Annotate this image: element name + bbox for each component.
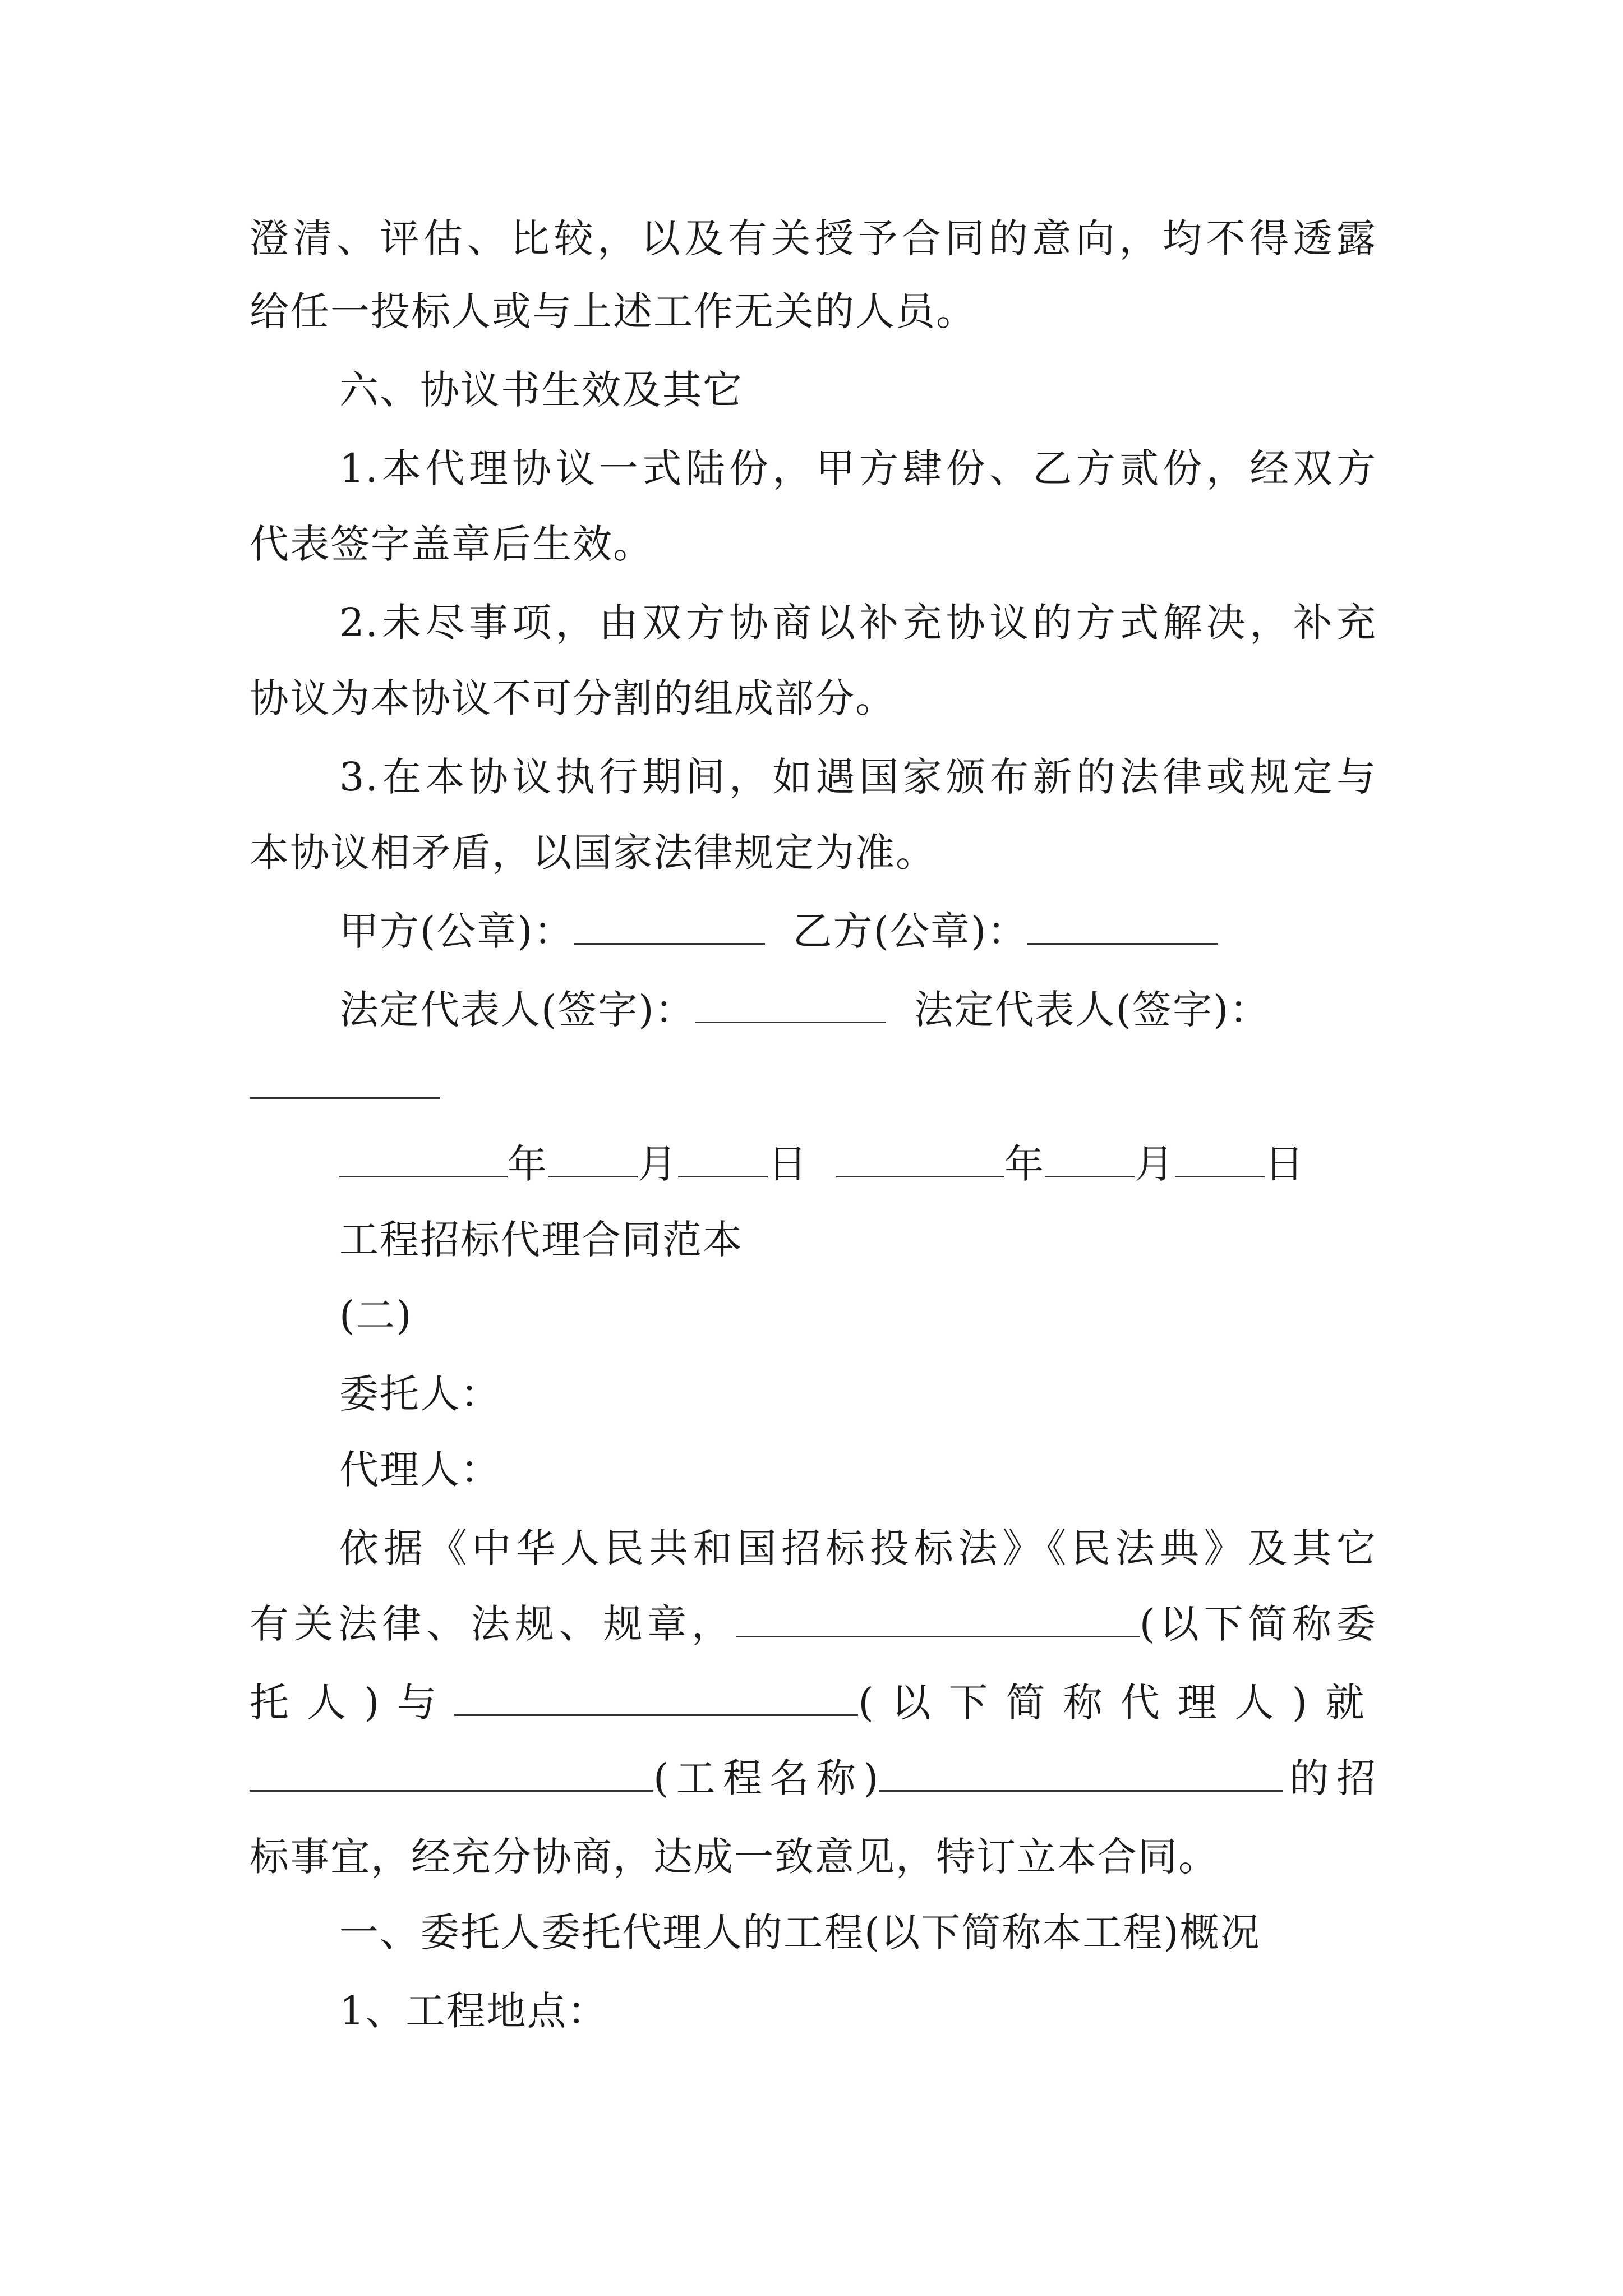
- legal-rep-b-blank[interactable]: [250, 1062, 440, 1099]
- date-a-year-label: 年: [508, 1141, 548, 1187]
- legal-rep-line: [339, 984, 1270, 1035]
- text-line: [250, 1753, 1377, 1803]
- party-b-seal-label: 乙方(公章)：: [792, 908, 1028, 954]
- text-line: 2.未尽事项，由双方协商以补充协议的方式解决，补充: [339, 600, 1377, 646]
- date-b-year-label: 年: [1004, 1141, 1045, 1187]
- agent-label: 代理人：: [339, 1447, 501, 1493]
- text-line: 本协议相矛盾，以国家法律规定为准。: [250, 830, 936, 876]
- date-b-year-blank[interactable]: [836, 1141, 1004, 1177]
- text-line: 3.在本协议执行期间，如遇国家颁布新的法律或规定与: [339, 754, 1377, 800]
- section-heading: 一、委托人委托代理人的工程(以下简称本工程)概况: [339, 1910, 1261, 1955]
- date-a-month-label: 月: [638, 1141, 678, 1187]
- text-line: 1.本代理协议一式陆份，甲方肆份、乙方贰份，经双方: [339, 445, 1377, 491]
- date-a-day-label: 日: [768, 1141, 808, 1187]
- section-heading: 六、协议书生效及其它: [339, 367, 743, 413]
- date-b-day-label: 日: [1265, 1141, 1305, 1187]
- party-a-seal-label: 甲方(公章)：: [339, 908, 574, 954]
- date-line: [339, 1139, 1305, 1189]
- text-line: 澄清、评估、比较，以及有关授予合同的意向，均不得透露: [250, 215, 1377, 261]
- date-b-month-label: 月: [1135, 1141, 1175, 1187]
- text-line: [250, 1599, 1377, 1649]
- date-b-day-blank[interactable]: [1175, 1141, 1265, 1177]
- date-a-year-blank[interactable]: [339, 1141, 508, 1177]
- text-segment: 有关法律、法规、规章，: [250, 1601, 736, 1647]
- text-line: 标事宜，经充分协商，达成一致意见，特订立本合同。: [250, 1834, 1219, 1880]
- subsection-label: 1、工程地点：: [339, 1988, 608, 2034]
- agent-name-blank[interactable]: [454, 1680, 858, 1716]
- date-a-day-blank[interactable]: [678, 1141, 768, 1177]
- date-b-month-blank[interactable]: [1045, 1141, 1135, 1177]
- legal-rep-b-blank-line: [250, 1060, 440, 1111]
- contract-number: (二): [339, 1292, 413, 1338]
- legal-rep-a-blank[interactable]: [695, 987, 886, 1023]
- principal-name-blank[interactable]: [736, 1601, 1140, 1637]
- text-line: 给任一投标人或与上述工作无关的人员。: [250, 288, 976, 334]
- party-a-seal-blank[interactable]: [574, 908, 765, 945]
- contract-title: 工程招标代理合同范本: [339, 1217, 743, 1263]
- text-segment: (工程名称): [653, 1755, 880, 1801]
- text-segment: 托人)与: [250, 1680, 455, 1726]
- party-b-seal-blank[interactable]: [1027, 908, 1218, 945]
- text-segment: 的招: [1283, 1755, 1377, 1801]
- principal-label: 委托人：: [339, 1371, 501, 1417]
- text-segment: (以下简称委: [1139, 1601, 1377, 1647]
- text-line: 依据《中华人民共和国招标投标法》《民法典》及其它: [339, 1525, 1377, 1571]
- legal-rep-b-label: 法定代表人(签字)：: [914, 987, 1270, 1033]
- project-name-blank-b[interactable]: [879, 1755, 1283, 1792]
- text-line: 代表签字盖章后生效。: [250, 521, 653, 567]
- text-line: 协议为本协议不可分割的组成部分。: [250, 675, 896, 721]
- date-a-month-blank[interactable]: [548, 1141, 638, 1177]
- text-segment: (以下简称代理人)就: [858, 1680, 1377, 1726]
- text-line: [250, 1677, 1377, 1728]
- project-name-blank-a[interactable]: [250, 1755, 653, 1792]
- legal-rep-a-label: 法定代表人(签字)：: [339, 987, 695, 1033]
- seal-line: [339, 906, 1218, 956]
